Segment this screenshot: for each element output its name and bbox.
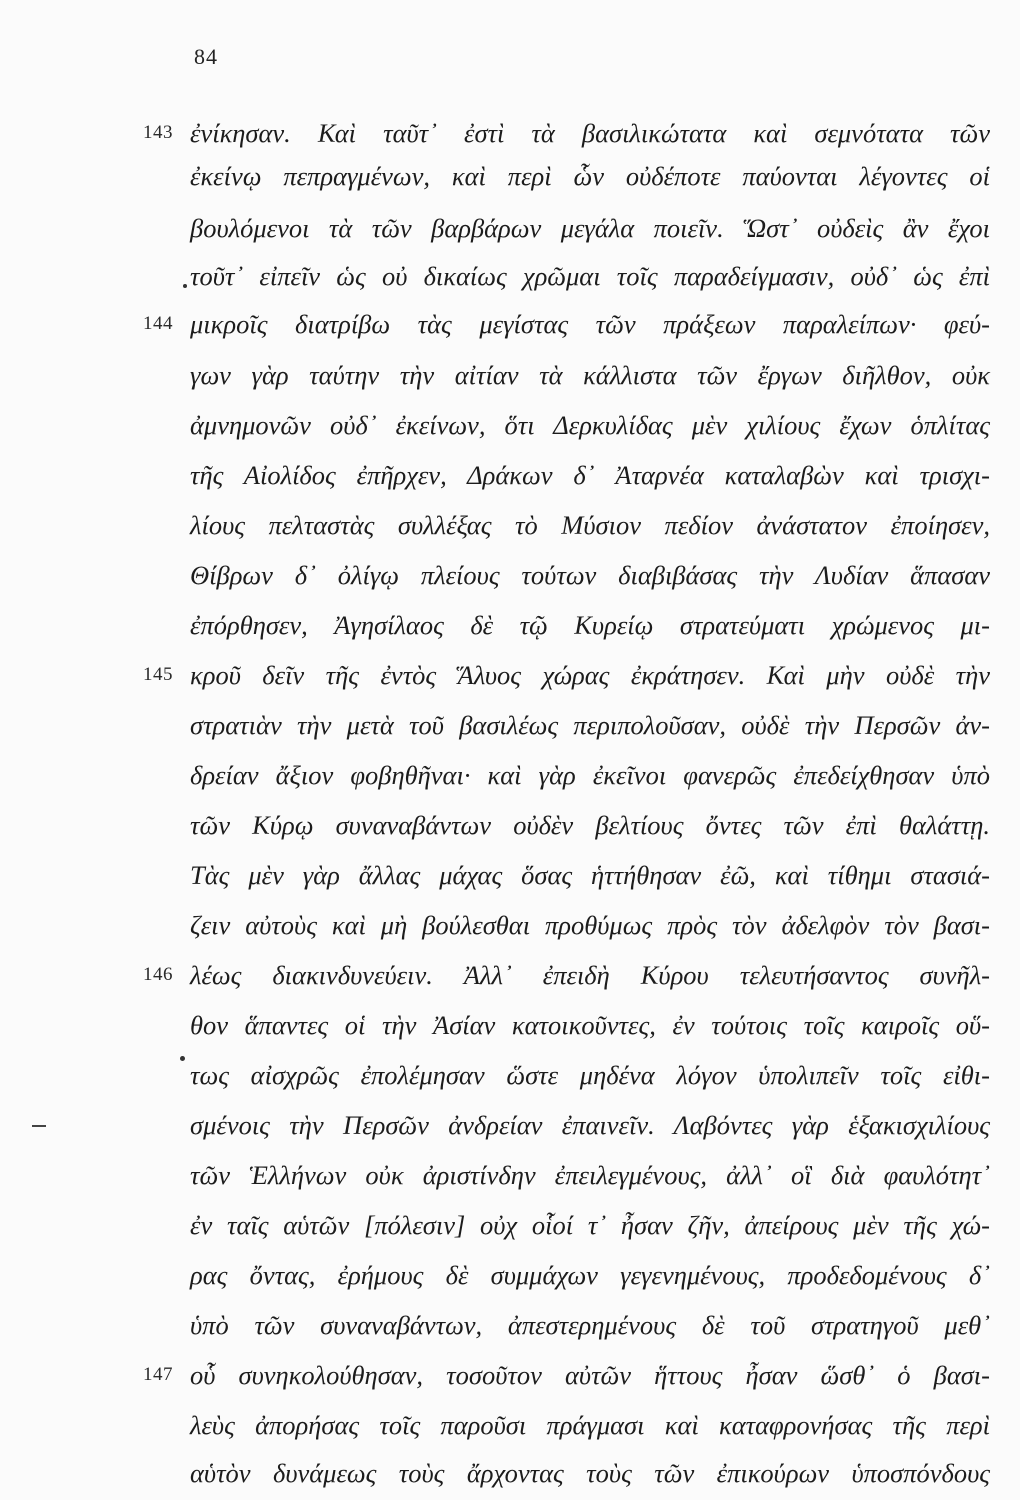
text-line: βουλόμενοι τὰ τῶν βαρβάρων μεγάλα ποιεῖν. Ὥστ᾽ οὐδεὶς ἂν ἔχοι (190, 213, 990, 243)
text-line: τως αἰσχρῶς ἐπολέμησαν ὥστε μηδένα λόγον ὑπολιπεῖν τοῖς εἰθι- (190, 1060, 990, 1090)
ink-speck (180, 1056, 185, 1061)
text-line: οὗ συνηκολούθησαν, τοσοῦτον αὐτῶν ἥττους ἦσαν ὥσθ᾽ ὁ βασι- (190, 1360, 990, 1390)
text-line: κροῦ δεῖν τῆς ἐντὸς Ἅλυος χώρας ἐκράτησεν. Καὶ μὴν οὐδὲ τὴν (190, 660, 990, 690)
text-line: γων γὰρ ταύτην τὴν αἰτίαν τὰ κάλλιστα τῶν ἔργων διῆλθον, οὐκ (190, 360, 990, 390)
text-line: ἐπόρθησεν, Ἀγησίλαος δὲ τῷ Κυρείῳ στρατεύματι χρώμενος μι- (190, 610, 990, 640)
text-line: λέως διακινδυνεύειν. Ἀλλ᾽ ἐπειδὴ Κύρου τελευτήσαντος συνῆλ- (190, 960, 990, 990)
section-number-144: 144 (143, 313, 173, 334)
text-line: τῶν Κύρῳ συναναβάντων οὐδὲν βελτίους ὄντες τῶν ἐπὶ θαλάττῃ. (190, 810, 990, 840)
text-line: σμένοις τὴν Περσῶν ἀνδρείαν ἐπαινεῖν. Λαβόντες γὰρ ἑξακισχιλίους (190, 1110, 990, 1140)
text-line: λίους πελταστὰς συλλέξας τὸ Μύσιον πεδίον ἀνάστατον ἐποίησεν, (190, 510, 990, 540)
text-line: ρας ὄντας, ἐρήμους δὲ συμμάχων γεγενημένους, προδεδομένους δ᾽ (190, 1260, 990, 1290)
text-line: Θίβρων δ᾽ ὀλίγῳ πλείους τούτων διαβιβάσας τὴν Λυδίαν ἅπασαν (190, 560, 990, 590)
margin-dash-mark (32, 1125, 46, 1127)
text-line: μικροῖς διατρίβω τὰς μεγίστας τῶν πράξεων παραλείπων· φεύ- (190, 309, 990, 339)
section-number-146: 146 (143, 964, 173, 985)
text-line: ὑπὸ τῶν συναναβάντων, ἀπεστερημένους δὲ τοῦ στρατηγοῦ μεθ᾽ (190, 1310, 990, 1340)
section-number-145: 145 (143, 664, 173, 685)
text-line: ἐνίκησαν. Καὶ ταῦτ᾽ ἐστὶ τὰ βασιλικώτατα καὶ σεμνότατα τῶν (190, 118, 990, 148)
text-line: λεὺς ἀπορήσας τοῖς παροῦσι πράγμασι καὶ καταφρονήσας τῆς περὶ (190, 1410, 990, 1440)
text-line: ἐκείνῳ πεπραγμένων, καὶ περὶ ὧν οὐδέποτε παύονται λέγοντες οἱ (190, 161, 990, 191)
text-line: τῶν Ἑλλήνων οὐκ ἀριστίνδην ἐπειλεγμένους, ἀλλ᾽ οἳ διὰ φαυλότητ᾽ (190, 1160, 990, 1190)
section-number-143: 143 (143, 122, 173, 143)
text-line: θον ἅπαντες οἱ τὴν Ἀσίαν κατοικοῦντες, ἐν τούτοις τοῖς καιροῖς οὕ- (190, 1010, 990, 1040)
text-line: ζειν αὐτοὺς καὶ μὴ βούλεσθαι προθύμως πρὸς τὸν ἀδελφὸν τὸν βασι- (190, 910, 990, 940)
text-line: τῆς Αἰολίδος ἐπῆρχεν, Δράκων δ᾽ Ἀταρνέα καταλαβὼν καὶ τρισχι- (190, 460, 990, 490)
text-line: ἐν ταῖς αὑτῶν [πόλεσιν] οὐχ οἷοί τ᾽ ἦσαν ζῆν, ἀπείρους μὲν τῆς χώ- (190, 1210, 990, 1240)
text-line: δρείαν ἄξιον φοβηθῆναι· καὶ γὰρ ἐκεῖνοι φανερῶς ἐπεδείχθησαν ὑπὸ (190, 760, 990, 790)
ink-speck (183, 284, 187, 288)
text-line: τοῦτ᾽ εἰπεῖν ὡς οὐ δικαίως χρῶμαι τοῖς παραδείγμασιν, οὐδ᾽ ὡς ἐπὶ (190, 261, 990, 291)
page-number: 84 (194, 44, 218, 69)
section-number-147: 147 (143, 1364, 173, 1385)
text-line: αὑτὸν δυνάμεως τοὺς ἄρχοντας τοὺς τῶν ἐπικούρων ὑποσπόνδους (190, 1458, 990, 1488)
text-line: Τὰς μὲν γὰρ ἄλλας μάχας ὅσας ἡττήθησαν ἐῶ, καὶ τίθημι στασιά- (190, 860, 990, 890)
text-line: ἀμνημονῶν οὐδ᾽ ἐκείνων, ὅτι Δερκυλίδας μὲν χιλίους ἔχων ὁπλίτας (190, 410, 990, 440)
text-line: στρατιὰν τὴν μετὰ τοῦ βασιλέως περιπολοῦσαν, οὐδὲ τὴν Περσῶν ἀν- (190, 710, 990, 740)
